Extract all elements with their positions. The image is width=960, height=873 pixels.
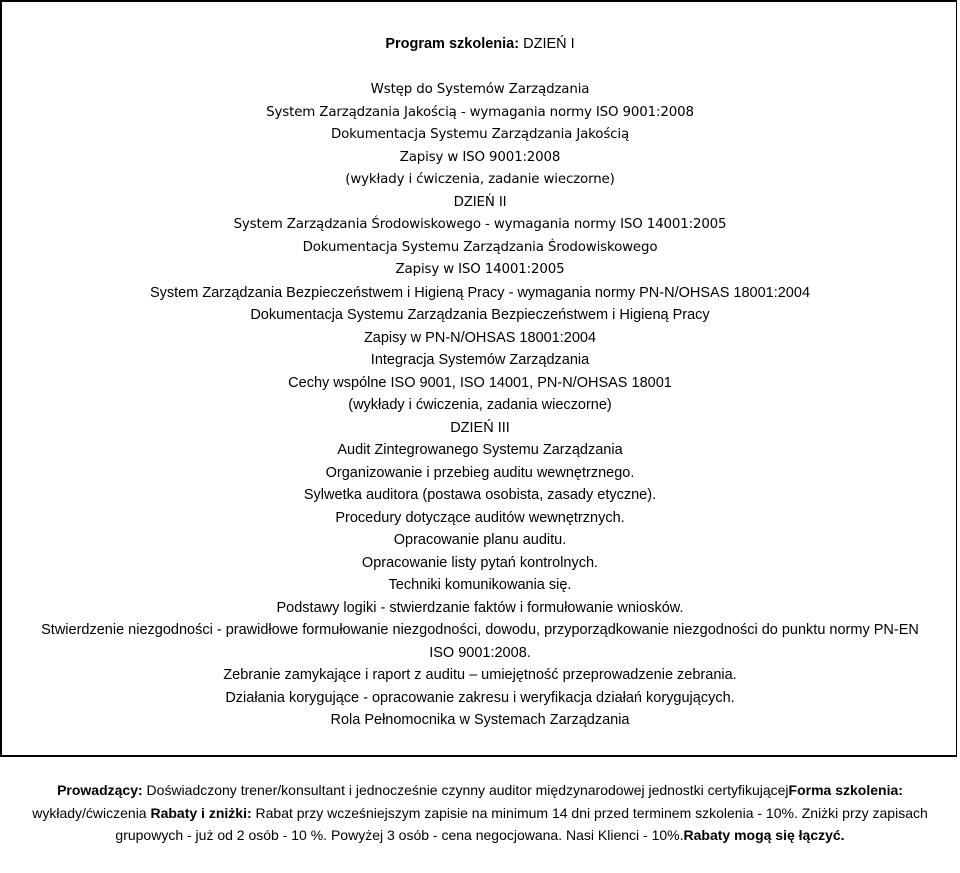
footer-line-3 xyxy=(0,824,960,847)
program-line: Opracowanie planu auditu. xyxy=(393,532,567,548)
rabaty-text: Rabat przy wcześniejszym zapisie na minimum 14 dni przed terminem szkolenia - 10%. Zniżki przy zapisach xyxy=(255,804,928,821)
program-line: System Zarządzania Jakością - wymagania normy ISO 9001:2008 xyxy=(266,104,694,120)
program-line: (wykłady i ćwiczenia, zadania wieczorne) xyxy=(348,397,612,413)
program-title-day: DZIEŃ I xyxy=(523,36,575,52)
prowadzacy-label: Prowadzący: xyxy=(57,782,143,798)
program-line: System Zarządzania Środowiskowego - wymagania normy ISO 14001:2005 xyxy=(233,217,727,232)
program-line: Integracja Systemów Zarządzania xyxy=(370,352,590,368)
program-line: Zebranie zamykające i raport z auditu – umiejętność przeprowadzenie zebrania. xyxy=(223,667,737,683)
day-heading: DZIEŃ III xyxy=(450,419,510,436)
program-line: Zapisy w ISO 14001:2005 xyxy=(395,262,565,277)
footer-line-1 xyxy=(0,779,960,802)
footer-info xyxy=(0,779,960,847)
prowadzacy-text: Doświadczony trener/konsultant i jednocześnie czynny auditor międzynarodowej jednostki certyfikującej xyxy=(146,782,789,798)
rabaty-label: Rabaty i zniżki: xyxy=(150,804,252,821)
forma-text: wykłady/ćwiczenia xyxy=(32,804,147,821)
program-line: Zapisy w ISO 9001:2008 xyxy=(399,149,561,165)
program-line: (wykłady i ćwiczenia, zadanie wieczorne) xyxy=(345,172,615,187)
program-line: Rola Pełnomocnika w Systemach Zarządzania xyxy=(330,712,630,728)
program-line: Cechy wspólne ISO 9001, ISO 14001, PN-N/OHSAS 18001 xyxy=(288,374,672,391)
program-line: System Zarządzania Bezpieczeństwem i Higieną Pracy - wymagania normy PN-N/OHSAS 18001:2004 xyxy=(149,284,811,301)
program-line: Dokumentacja Systemu Zarządzania Bezpieczeństwem i Higieną Pracy xyxy=(250,307,710,323)
program-line: Dokumentacja Systemu Zarządzania Środowiskowego xyxy=(302,239,658,255)
program-line: Wstęp do Systemów Zarządzania xyxy=(370,82,590,97)
program-list xyxy=(0,79,960,732)
day-heading: DZIEŃ II xyxy=(453,194,507,210)
program-line: ISO 9001:2008. xyxy=(429,644,531,661)
program-line: Sylwetka auditora (postawa osobista, zasady etyczne). xyxy=(303,487,657,503)
program-line: Zapisy w PN-N/OHSAS 18001:2004 xyxy=(363,329,597,346)
program-line: Podstawy logiki - stwierdzanie faktów i formułowanie wniosków. xyxy=(276,599,684,616)
program-line: Działania korygujące - opracowanie zakresu i weryfikacja działań korygujących. xyxy=(225,689,735,706)
program-line: Opracowanie listy pytań kontrolnych. xyxy=(361,554,599,571)
laczenie-note: Rabaty mogą się łączyć. xyxy=(683,827,845,843)
program-line: Audit Zintegrowanego Systemu Zarządzania xyxy=(337,442,623,458)
program-line: Dokumentacja Systemu Zarządzania Jakością xyxy=(330,127,630,142)
rabaty-text-2: grupowych - już od 2 osób - 10 %. Powyżej 3 osób - cena negocjowana. Nasi Klienci - 10%. xyxy=(115,827,684,843)
program-title xyxy=(0,36,960,52)
program-line: Organizowanie i przebieg auditu wewnętrznego. xyxy=(325,464,635,481)
program-line: Stwierdzenie niezgodności - prawidłowe formułowanie niezgodności, dowodu, przyporządkowanie niezgodności do punktu normy PN-EN xyxy=(41,622,919,638)
program-line: Techniki komunikowania się. xyxy=(388,577,572,593)
footer-line-2 xyxy=(0,802,960,825)
program-title-label: Program szkolenia: xyxy=(385,36,520,52)
forma-label: Forma szkolenia: xyxy=(788,782,903,798)
program-line: Procedury dotyczące auditów wewnętrznych. xyxy=(335,509,625,526)
